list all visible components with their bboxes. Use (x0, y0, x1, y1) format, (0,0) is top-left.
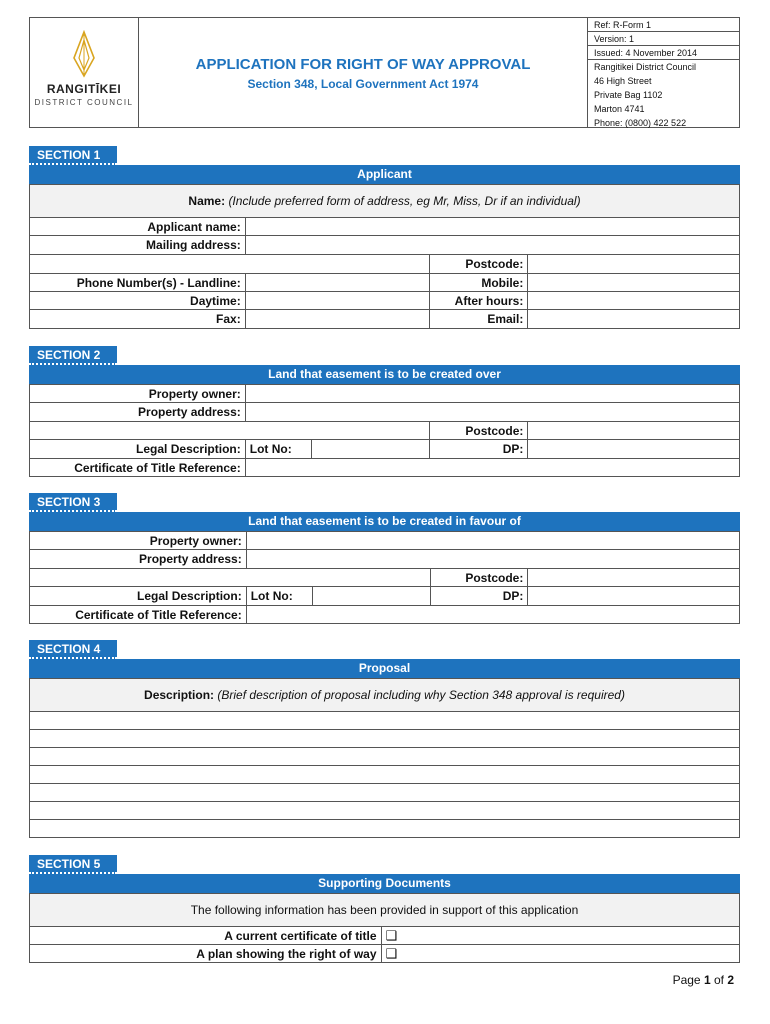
s3-postcode-label: Postcode: (431, 569, 528, 587)
s2-legal-label: Legal Description: (30, 440, 246, 459)
landline-field[interactable] (245, 274, 430, 292)
mailing-address-field-2[interactable] (30, 255, 430, 274)
daytime-field[interactable] (245, 292, 430, 310)
proposal-line[interactable] (30, 802, 740, 820)
s2-cert-label: Certificate of Title Reference: (30, 459, 246, 477)
s2-address-field-2[interactable] (30, 422, 430, 440)
section-1-bar: Applicant (29, 165, 740, 184)
section-2-tab: SECTION 2 (29, 346, 117, 365)
s2-lot-label: Lot No: (245, 440, 311, 459)
doc-item-label: A plan showing the right of way (30, 945, 382, 963)
meta-issued: Issued: 4 November 2014 (588, 46, 740, 60)
meta-version: Version: 1 (588, 32, 740, 46)
s3-dp-field[interactable] (528, 587, 740, 606)
applicant-name-label: Applicant name: (30, 218, 246, 236)
proposal-line[interactable] (30, 820, 740, 838)
page-prefix: Page (672, 973, 704, 987)
mobile-field[interactable] (528, 274, 740, 292)
description-hint: (Brief description of proposal including why Section 348 approval is required) (217, 688, 625, 702)
email-label: Email: (430, 310, 528, 329)
s3-address-label: Property address: (30, 550, 247, 569)
after-hours-label: After hours: (430, 292, 528, 310)
s2-owner-label: Property owner: (30, 385, 246, 403)
description-instruction (30, 679, 740, 712)
s3-cert-field[interactable] (246, 606, 739, 624)
after-hours-field[interactable] (528, 292, 740, 310)
section-4-bar: Proposal (29, 659, 740, 678)
s2-dp-label: DP: (430, 440, 528, 459)
doc-item-checkbox[interactable]: ❑ (381, 927, 739, 945)
s3-owner-field[interactable] (246, 532, 739, 550)
s3-owner-label: Property owner: (30, 532, 247, 550)
applicant-name-field[interactable] (245, 218, 739, 236)
meta-bag: Private Bag 1102 (594, 90, 663, 100)
s2-address-field[interactable] (245, 403, 739, 422)
page-of: of (710, 973, 728, 987)
mailing-address-field[interactable] (245, 236, 739, 255)
doc-item-label: A current certificate of title (30, 927, 382, 945)
meta-council: Rangitikei District Council (594, 62, 697, 72)
section-4-tab: SECTION 4 (29, 640, 117, 659)
title-block (139, 18, 587, 127)
meta-phone: Phone: (0800) 422 522 (594, 118, 687, 128)
s3-lot-field[interactable] (312, 587, 431, 606)
s3-cert-label: Certificate of Title Reference: (30, 606, 247, 624)
s2-cert-field[interactable] (245, 459, 739, 477)
s3-postcode-field[interactable] (528, 569, 740, 587)
section-1-tab: SECTION 1 (29, 146, 117, 165)
daytime-label: Daytime: (30, 292, 246, 310)
page-current: 1 (703, 973, 711, 987)
logo-flame-icon (68, 30, 100, 78)
logo-subtitle: DISTRICT COUNCIL (34, 98, 134, 107)
section-5-bar: Supporting Documents (29, 874, 740, 893)
s2-address-label: Property address: (30, 403, 246, 422)
land-over-table (29, 384, 740, 477)
proposal-line[interactable] (30, 712, 740, 730)
landline-label: Phone Number(s) - Landline: (30, 274, 246, 292)
s3-address-field[interactable] (246, 550, 739, 569)
doc-item-checkbox[interactable]: ❑ (381, 945, 739, 963)
form-subtitle: Section 348, Local Government Act 1974 (247, 77, 479, 91)
logo-name: RANGITĪKEI (46, 82, 122, 96)
fax-field[interactable] (245, 310, 430, 329)
s2-owner-field[interactable] (245, 385, 739, 403)
s3-address-field-2[interactable] (30, 569, 431, 587)
meta-street: 46 High Street (594, 76, 652, 86)
supporting-intro: The following information has been provided in support of this application (30, 894, 740, 927)
proposal-line[interactable] (30, 748, 740, 766)
proposal-table (29, 678, 740, 838)
postcode-label: Postcode: (430, 255, 528, 274)
s2-postcode-label: Postcode: (430, 422, 528, 440)
s2-postcode-field[interactable] (528, 422, 740, 440)
name-label: Name: (188, 194, 226, 208)
form-header (29, 17, 740, 128)
council-logo (30, 18, 139, 127)
section-3-bar: Land that easement is to be created in favour of (29, 512, 740, 531)
email-field[interactable] (528, 310, 740, 329)
form-metadata (587, 18, 740, 127)
form-title: APPLICATION FOR RIGHT OF WAY APPROVAL (195, 56, 531, 73)
meta-town: Marton 4741 (594, 104, 645, 114)
section-3-tab: SECTION 3 (29, 493, 117, 512)
section-2-bar: Land that easement is to be created over (29, 365, 740, 384)
proposal-line[interactable] (30, 730, 740, 748)
mailing-address-label: Mailing address: (30, 236, 246, 255)
meta-ref: Ref: R-Form 1 (588, 18, 740, 32)
name-instruction (30, 185, 740, 218)
proposal-line[interactable] (30, 784, 740, 802)
supporting-docs-table (29, 893, 740, 963)
s2-lot-field[interactable] (311, 440, 430, 459)
fax-label: Fax: (30, 310, 246, 329)
mobile-label: Mobile: (430, 274, 528, 292)
postcode-field[interactable] (528, 255, 740, 274)
s3-dp-label: DP: (431, 587, 528, 606)
land-favour-table (29, 531, 740, 624)
proposal-line[interactable] (30, 766, 740, 784)
name-hint: (Include preferred form of address, eg Mr, Miss, Dr if an individual) (228, 194, 581, 208)
s2-dp-field[interactable] (528, 440, 740, 459)
s3-legal-label: Legal Description: (30, 587, 247, 606)
section-5-tab: SECTION 5 (29, 855, 117, 874)
page-number (673, 973, 734, 987)
s3-lot-label: Lot No: (246, 587, 312, 606)
applicant-table (29, 184, 740, 329)
description-label: Description: (144, 688, 215, 702)
page-total: 2 (727, 973, 734, 987)
